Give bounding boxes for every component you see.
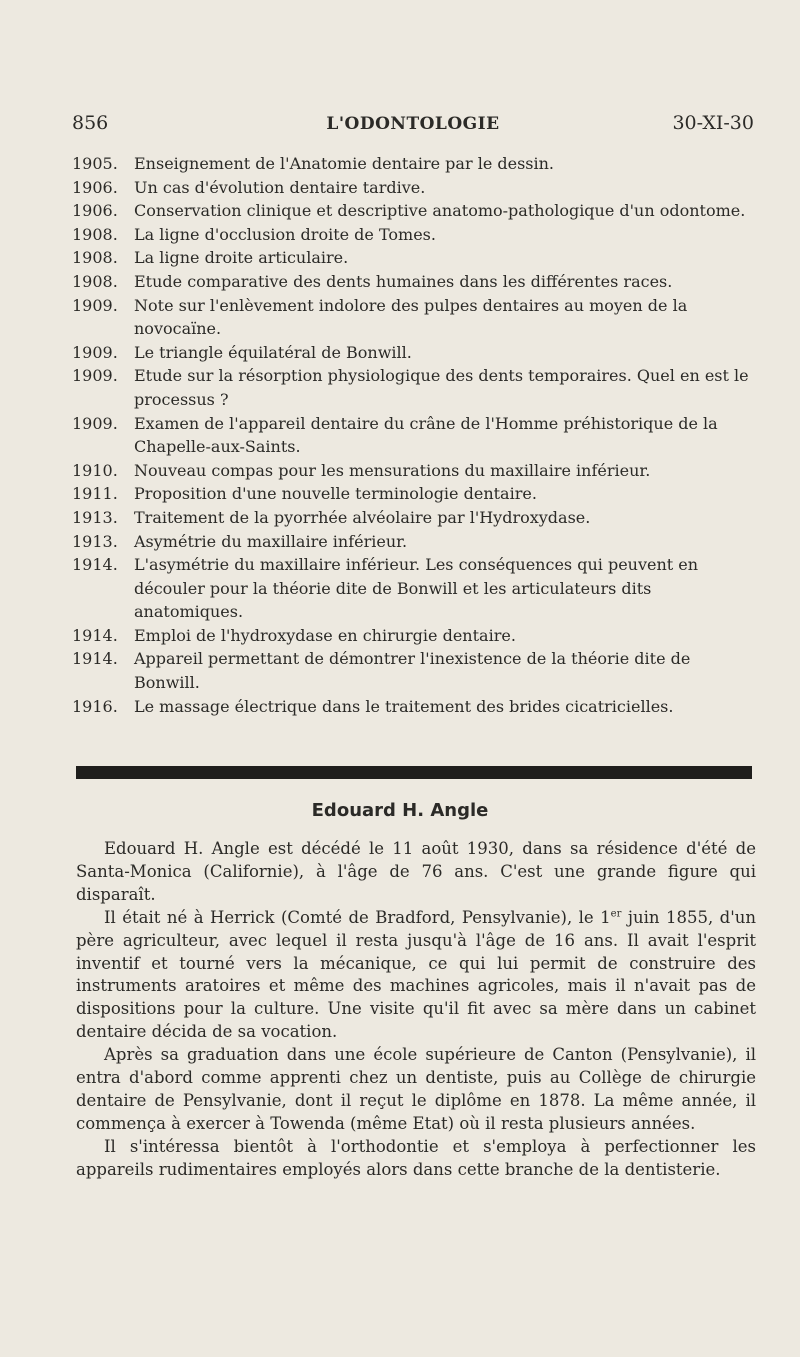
publication-title: Asymétrie du maxillaire inférieur. xyxy=(134,531,408,551)
publication-list xyxy=(72,152,756,718)
publication-item xyxy=(72,223,756,247)
publication-year: 1910. xyxy=(72,460,118,480)
publication-year: 1909. xyxy=(72,413,118,433)
publication-item xyxy=(72,199,756,223)
obituary-paragraph xyxy=(76,907,756,1044)
publication-year: 1913. xyxy=(72,531,118,551)
publication-item xyxy=(72,270,756,294)
publication-title: Le triangle équilatéral de Bonwill. xyxy=(134,342,412,362)
ordinal-suffix: er xyxy=(610,908,622,920)
publication-title: Emploi de l'hydroxydase en chirurgie dentaire. xyxy=(134,625,516,645)
publication-title: Traitement de la pyorrhée alvéolaire par l'Hydroxydase. xyxy=(134,507,591,527)
publication-year: 1908. xyxy=(72,224,118,244)
publication-title: Etude sur la résorption physiologique des dents temporaires. Quel en est le processus ? xyxy=(134,366,749,409)
publication-year: 1909. xyxy=(72,366,118,386)
publication-title: Note sur l'enlèvement indolore des pulpes dentaires au moyen de la novocaïne. xyxy=(134,295,688,339)
section-divider xyxy=(76,766,752,779)
obituary-paragraph: Edouard H. Angle est décédé le 11 août 1930, dans sa résidence d'été de Santa-Monica (Californie), à l'âge de 76 ans. C'est une grande figure qui disparaît. xyxy=(76,839,756,904)
page-number: 856 xyxy=(72,112,109,134)
publication-item xyxy=(72,341,756,365)
publication-year: 1914. xyxy=(72,649,118,669)
publication-item xyxy=(72,364,756,411)
publication-year: 1909. xyxy=(72,295,118,315)
publication-title: Conservation clinique et descriptive anatomo-pathologique d'un odontome. xyxy=(134,201,746,221)
publication-title: Examen de l'appareil dentaire du crâne de l'Homme préhistorique de la Chapelle-aux-Saints. xyxy=(134,413,718,457)
publication-item xyxy=(72,624,756,648)
publication-item xyxy=(72,294,756,341)
publication-year: 1908. xyxy=(72,248,118,268)
obituary-paragraph: Il s'intéressa bientôt à l'orthodontie et s'employa à perfectionner les appareils rudimentaires employés alors dans cette branche de la dentisterie. xyxy=(76,1136,756,1179)
publication-year: 1911. xyxy=(72,484,118,504)
publication-item xyxy=(72,176,756,200)
running-head xyxy=(72,112,754,140)
publication-year: 1913. xyxy=(72,507,118,527)
publication-year: 1914. xyxy=(72,555,118,575)
publication-title: La ligne d'occlusion droite de Tomes. xyxy=(134,224,436,244)
publication-title: Appareil permettant de démontrer l'inexistence de la théorie dite de Bonwill. xyxy=(134,649,691,693)
obituary-paragraph: Après sa graduation dans une école supérieure de Canton (Pensylvanie), il entra d'abord comme apprenti chez un dentiste, puis au Collège de chirurgie dentaire de Pensylvanie, dont il reçut le diplôme en 1878. La même année, il commença à exercer à Towenda (même Etat) où il resta plusieurs années. xyxy=(76,1045,756,1133)
publication-year: 1914. xyxy=(72,625,118,645)
publication-item xyxy=(72,482,756,506)
publication-title: La ligne droite articulaire. xyxy=(134,248,349,268)
publication-item xyxy=(72,647,756,694)
publication-year: 1905. xyxy=(72,154,118,173)
publication-title: Nouveau compas pour les mensurations du maxillaire inférieur. xyxy=(134,460,651,480)
publication-year: 1906. xyxy=(72,201,118,221)
publication-item xyxy=(72,459,756,483)
journal-title: L'ODONTOLOGIE xyxy=(326,114,500,134)
paragraph-text: Il était né à Herrick (Comté de Bradford, Pensylvanie), le 1 xyxy=(104,907,611,927)
publication-title: Enseignement de l'Anatomie dentaire par le dessin. xyxy=(134,154,555,173)
paragraph-text: juin 1855, d'un père agriculteur, avec lequel il resta jusqu'à l'âge de 16 ans. Il avait l'esprit inventif et tourné vers la mécanique, ce qui lui permit de construire des instruments aratoires et même des machines agricoles, mais il n'avait pas de dispositions pour la culture. Une visite qu'il fit avec sa mère dans un cabinet dentaire décida de sa vocation. xyxy=(76,907,757,1042)
publication-year: 1916. xyxy=(72,696,118,716)
publication-item xyxy=(72,695,756,719)
publication-item xyxy=(72,246,756,270)
publication-year: 1906. xyxy=(72,177,118,197)
publication-item xyxy=(72,152,756,176)
publication-year: 1908. xyxy=(72,271,118,291)
publication-item xyxy=(72,553,756,624)
publication-item xyxy=(72,530,756,554)
obituary-heading: Edouard H. Angle xyxy=(311,800,489,821)
publication-title: Le massage électrique dans le traitement des brides cicatricielles. xyxy=(134,696,674,716)
publication-item xyxy=(72,506,756,530)
issue-date: 30-XI-30 xyxy=(672,112,754,134)
obituary-body xyxy=(76,838,756,1182)
publication-title: L'asymétrie du maxillaire inférieur. Les conséquences qui peuvent en découler pour la théorie dite de Bonwill et les articulateurs dits anatomiques. xyxy=(134,555,699,622)
publication-title: Un cas d'évolution dentaire tardive. xyxy=(134,177,426,197)
publication-item xyxy=(72,412,756,459)
publication-title: Proposition d'une nouvelle terminologie dentaire. xyxy=(134,484,537,504)
publication-title: Etude comparative des dents humaines dans les différentes races. xyxy=(134,271,673,291)
publication-year: 1909. xyxy=(72,342,118,362)
